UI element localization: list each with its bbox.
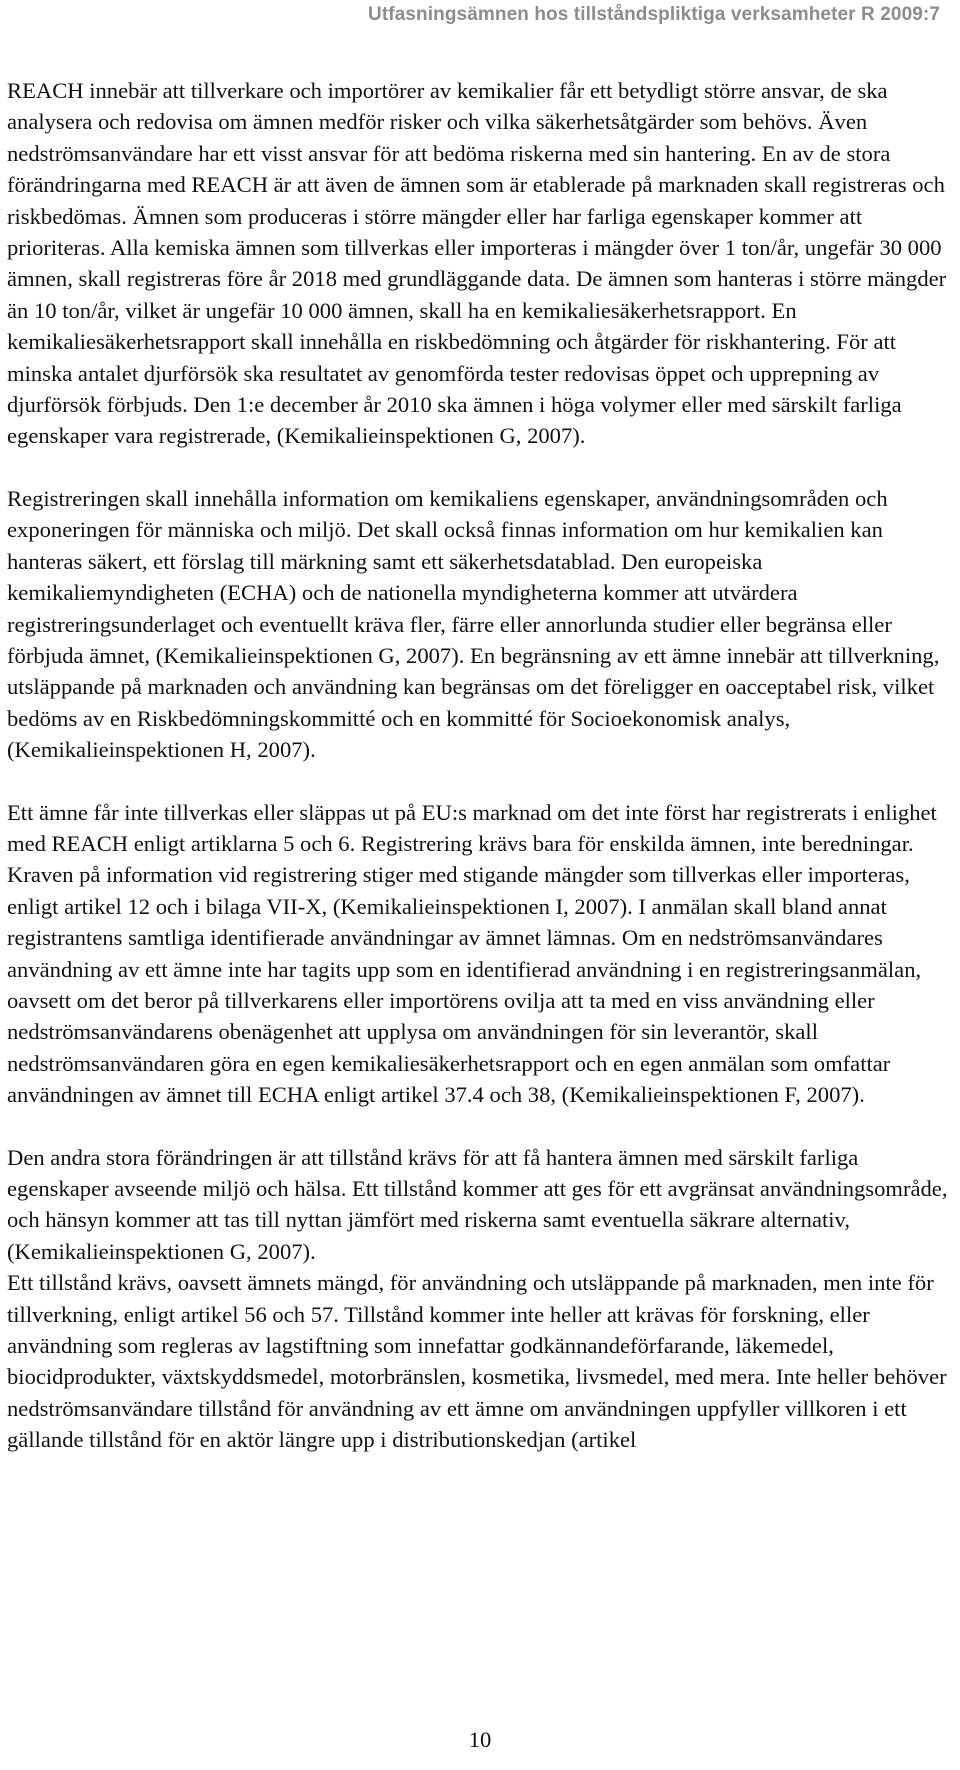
body-text xyxy=(7,75,951,1456)
paragraph-authorisation-scope: Ett tillstånd krävs, oavsett ämnets mängd, för användning och utsläppande på marknaden, men inte för tillverkning, enligt artikel 56 och 57. Tillstånd kommer inte heller att krävas för forskning, eller användning som regleras av lagstiftning som innefattar godkännandeförfarande, läkemedel, biocidprodukter, växtskyddsmedel, motorbränslen, kosmetika, livsmedel, med mera. Inte heller behöver nedströmsanvändare tillstånd för användning av ett ämne om användningen uppfyller villkoren i ett gällande tillstånd för en aktör längre upp i distributionskedjan (artikel xyxy=(7,1270,947,1453)
paragraph-registration-content: Registreringen skall innehålla information om kemikaliens egenskaper, användningsområden och exponeringen för människa och miljö. Det skall också finnas information om hur kemikalien kan hanteras säkert, ett förslag till märkning samt ett säkerhetsdatablad. Den europeiska kemikaliemyndigheten (ECHA) och de nationella myndigheterna kommer att utvärdera registreringsunderlaget och eventuellt kräva fler, färre eller annorlunda studier eller begränsa eller förbjuda ämnet, (Kemikalieinspektionen G, 2007). En begränsning av ett ämne innebär att tillverkning, utsläppande på marknaden och användning kan begränsas om det föreligger en oacceptabel risk, vilket bedöms av en Riskbedömningskommitté och en kommitté för Socioekonomisk analys, (Kemikalieinspektionen H, 2007). xyxy=(7,485,940,763)
paragraph-authorisation: Den andra stora förändringen är att tillstånd krävs för att få hantera ämnen med särskilt farliga egenskaper avseende miljö och hälsa. Ett tillstånd kommer att ges för ett avgränsat användningsområde, och hänsyn kommer att tas till nyttan jämfört med riskerna samt eventuella säkrare alternativ, (Kemikalieinspektionen G, 2007). xyxy=(7,1144,948,1264)
running-header: Utfasningsämnen hos tillståndspliktiga verksamheter R 2009:7 xyxy=(368,4,940,25)
paragraph-market-access: Ett ämne får inte tillverkas eller släppas ut på EU:s marknad om det inte först har registrerats i enlighet med REACH enligt artiklarna 5 och 6. Registrering krävs bara för enskilda ämnen, inte beredningar. Kraven på information vid registrering stiger med stigande mängder som tillverkas eller importeras, enligt artikel 12 och i bilaga VII-X, (Kemikalieinspektionen I, 2007). I anmälan skall bland annat registrantens samtliga identifierade användningar av ämnet lämnas. Om en nedströmsanvändares användning av ett ämne inte har tagits upp som en identifierad användning i en registreringsanmälan, oavsett om det beror på tillverkarens eller importörens ovilja att ta med en viss användning eller nedströmsanvändarens obenägenhet att upplysa om användningen för sin leverantör, skall nedströmsanvändaren göra en egen kemikaliesäkerhetsrapport och en egen anmälan som omfattar användningen av ämnet till ECHA enligt artikel 37.4 och 38, (Kemikalieinspektionen F, 2007). xyxy=(7,799,937,1108)
paragraph-reach-intro: REACH innebär att tillverkare och importörer av kemikalier får ett betydligt större ansvar, de ska analysera och redovisa om ämnen medför risker och vilka säkerhetsåtgärder som behövs. Även nedströmsanvändare har ett visst ansvar för att bedöma riskerna med sin hantering. En av de stora förändringarna med REACH är att även de ämnen som är etablerade på marknaden skall registreras och riskbedömas. Ämnen som produceras i större mängder eller har farliga egenskaper kommer att prioriteras. Alla kemiska ämnen som tillverkas eller importeras i mängder över 1 ton/år, ungefär 30 000 ämnen, skall registreras före år 2018 med grundläggande data. De ämnen som hanteras i större mängder än 10 ton/år, vilket är ungefär 10 000 ämnen, skall ha en kemikaliesäkerhetsrapport. En kemikaliesäkerhetsrapport skall innehålla en riskbedömning och åtgärder för riskhantering. För att minska antalet djurförsök ska resultatet av genomförda tester redovisas öppet och upprepning av djurförsök förbjuds. Den 1:e december år 2010 ska ämnen i höga volymer eller med särskilt farliga egenskaper vara registrerade, (Kemikalieinspektionen G, 2007). xyxy=(7,78,947,449)
page-number: 10 xyxy=(468,1727,492,1752)
